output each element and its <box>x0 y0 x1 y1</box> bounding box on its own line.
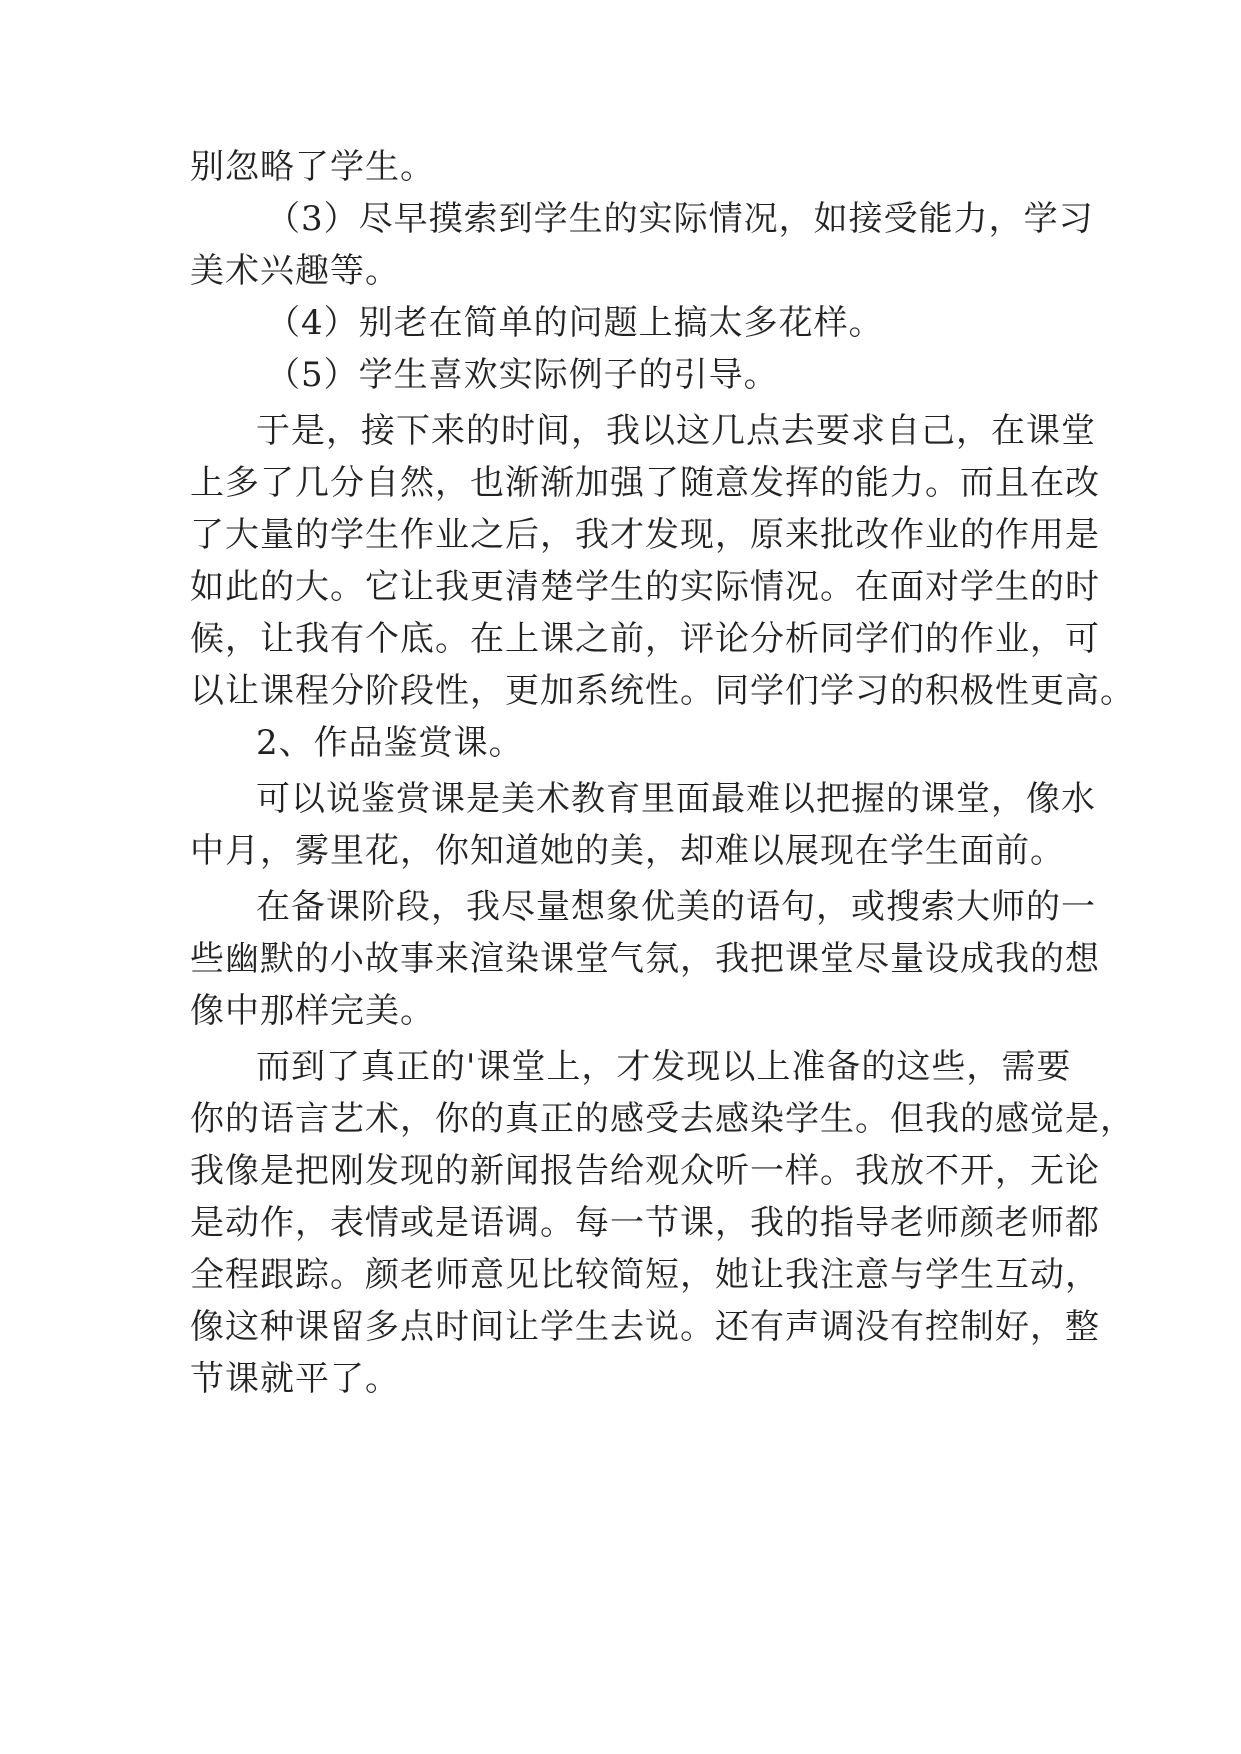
paragraph-line: 像中那样完美。 <box>190 991 435 1031</box>
paragraph-line: 上多了几分自然，也渐渐加强了随意发挥的能力。而且在改 <box>190 463 1100 503</box>
paragraph-line: 节课就平了。 <box>190 1359 400 1399</box>
paragraph-line: 是动作，表情或是语调。每一节课，我的指导老师颜老师都 <box>190 1203 1100 1243</box>
paragraph-line: 你的语言艺术，你的真正的感受去感染学生。但我的感觉是， <box>190 1099 1135 1139</box>
paragraph-line: 候，让我有个底。在上课之前，评论分析同学们的作业，可 <box>190 619 1100 659</box>
paragraph-line: 了大量的学生作业之后，我才发现，原来批改作业的作用是 <box>190 515 1100 555</box>
paragraph-line: 些幽默的小故事来渲染课堂气氛，我把课堂尽量设成我的想 <box>190 939 1100 979</box>
paragraph-line: 别忽略了学生。 <box>190 147 435 187</box>
paragraph-line: 以让课程分阶段性，更加系统性。同学们学习的积极性更高。 <box>190 671 1135 711</box>
paragraph-line: 像这种课留多点时间让学生去说。还有声调没有控制好，整 <box>190 1307 1100 1347</box>
paragraph-line: 美术兴趣等。 <box>190 251 400 291</box>
list-item-3: （3）尽早摸索到学生的实际情况，如接受能力，学习 <box>266 199 1094 239</box>
paragraph-line: 中月，雾里花，你知道她的美，却难以展现在学生面前。 <box>190 831 1065 871</box>
paragraph-line: 于是，接下来的时间，我以这几点去要求自己，在课堂 <box>256 411 1096 451</box>
paragraph-line: 全程跟踪。颜老师意见比较简短，她让我注意与学生互动， <box>190 1255 1100 1295</box>
paragraph-line: 可以说鉴赏课是美术教育里面最难以把握的课堂，像水 <box>256 779 1096 819</box>
paragraph-line: 而到了真正的'课堂上，才发现以上准备的这些，需要 <box>256 1047 1072 1087</box>
list-item-5: （5）学生喜欢实际例子的引导。 <box>266 355 779 395</box>
paragraph-line: 我像是把刚发现的新闻报告给观众听一样。我放不开，无论 <box>190 1151 1100 1191</box>
paragraph-line: 在备课阶段，我尽量想象优美的语句，或搜索大师的一 <box>256 887 1096 927</box>
paragraph-line: 如此的大。它让我更清楚学生的实际情况。在面对学生的时 <box>190 567 1100 607</box>
list-item-4: （4）别老在简单的问题上搞太多花样。 <box>266 303 884 343</box>
section-heading: 2、作品鉴赏课。 <box>256 723 524 763</box>
